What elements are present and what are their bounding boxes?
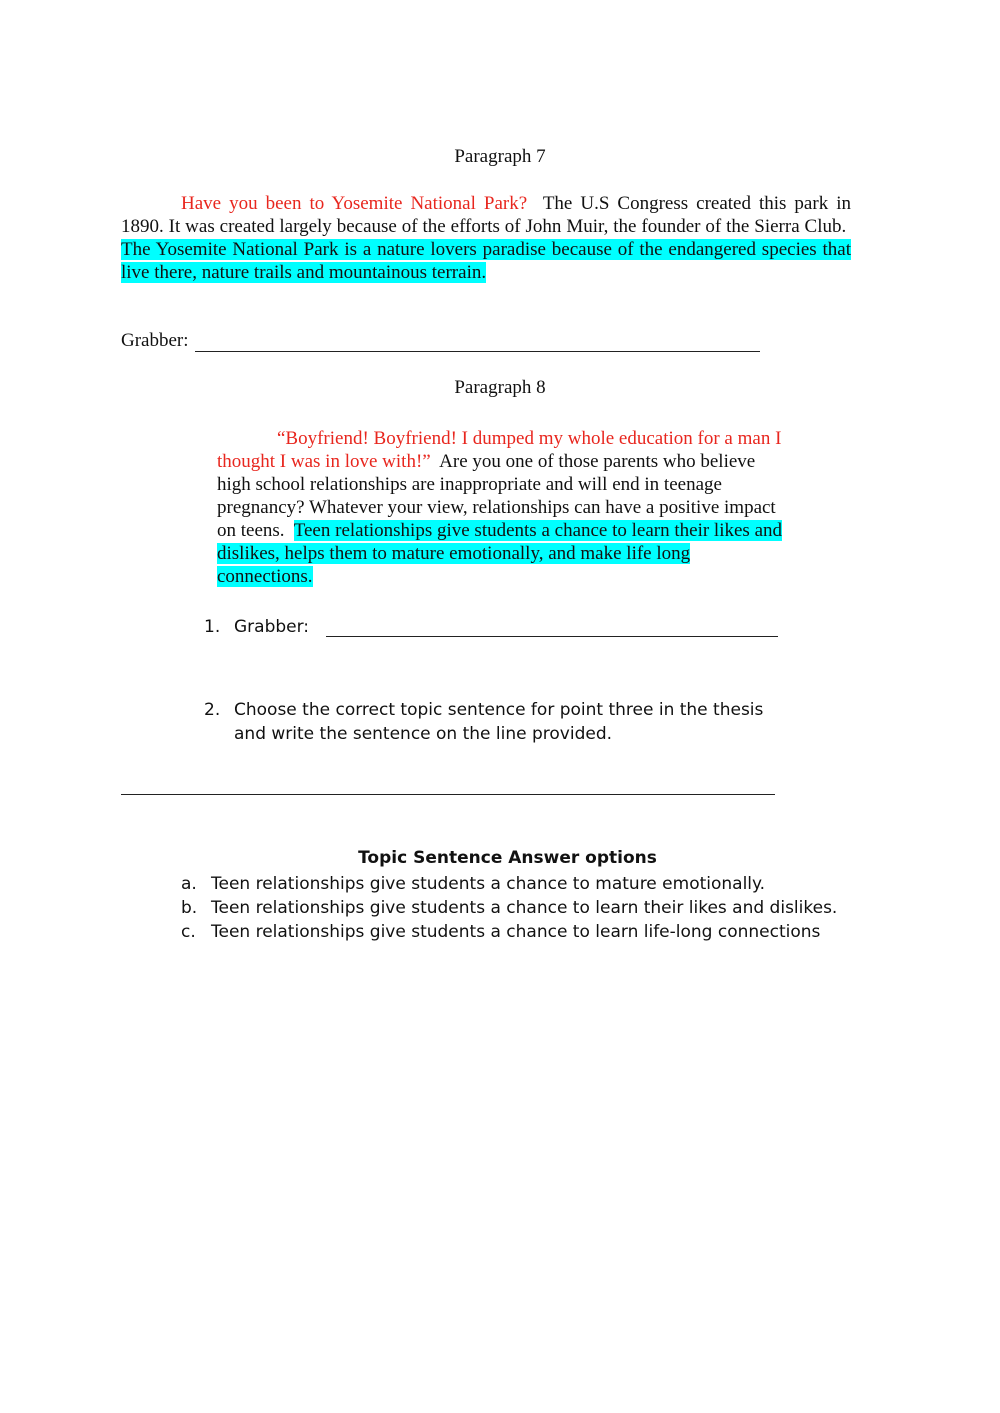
paragraph-7-grabber: Have you been to Yosemite National Park? <box>181 193 528 214</box>
option-a-text: Teen relationships give students a chance to mature emotionally. <box>211 874 766 894</box>
list-item <box>181 920 837 944</box>
options-list <box>181 872 837 944</box>
paragraph-7-body: The U.S Congress created this park in 1890. It was created largely because of the efforts of John Muir, the founder of the Sierra Club. <box>121 193 851 237</box>
question-2-text: Choose the correct topic sentence for point three in the thesis and write the sentence on the line provided. <box>234 700 764 744</box>
paragraph-7-text <box>121 192 851 284</box>
grabber-label: Grabber: <box>121 330 189 351</box>
option-a-letter: a. <box>181 874 197 894</box>
option-b-letter: b. <box>181 898 198 918</box>
list-item <box>181 896 837 920</box>
question-1-text: Grabber: <box>234 617 310 637</box>
paragraph-7-heading: Paragraph 7 <box>454 146 546 167</box>
grabber-answer-line[interactable] <box>195 333 760 352</box>
paragraph-8-text <box>217 427 782 588</box>
option-c-text: Teen relationships give students a chance to learn life-long connections <box>211 922 821 942</box>
question-1 <box>204 617 778 637</box>
question-2-answer-line[interactable] <box>121 794 775 795</box>
question-2-number: 2. <box>204 700 221 720</box>
paragraph-8-grabber: “Boyfriend! Boyfriend! I dumped my whole education for a man I thought I was in love with!” <box>217 428 782 472</box>
question-2 <box>204 698 794 746</box>
paragraph-8-body: Are you one of those parents who believe high school relationships are inappropriate and will end in teenage pregnancy? Whatever your view, relationships can have a positive impact on teens. <box>217 451 776 541</box>
paragraph-8-heading: Paragraph 8 <box>454 377 546 398</box>
paragraph-7-thesis: The Yosemite National Park is a nature lovers paradise because of the endangered species that live there, nature trails and mountainous terrain. <box>121 239 851 283</box>
option-c-letter: c. <box>181 922 196 942</box>
paragraph-7-grabber-answer <box>121 330 760 352</box>
question-1-number: 1. <box>204 617 221 637</box>
option-b-text: Teen relationships give students a chance to learn their likes and dislikes. <box>211 898 838 918</box>
list-item <box>181 872 837 896</box>
options-title: Topic Sentence Answer options <box>358 848 657 868</box>
paragraph-8-thesis: Teen relationships give students a chance to learn their likes and dislikes, helps them to mature emotionally, and make life long connections. <box>217 520 783 587</box>
question-1-answer-line[interactable] <box>326 618 778 637</box>
